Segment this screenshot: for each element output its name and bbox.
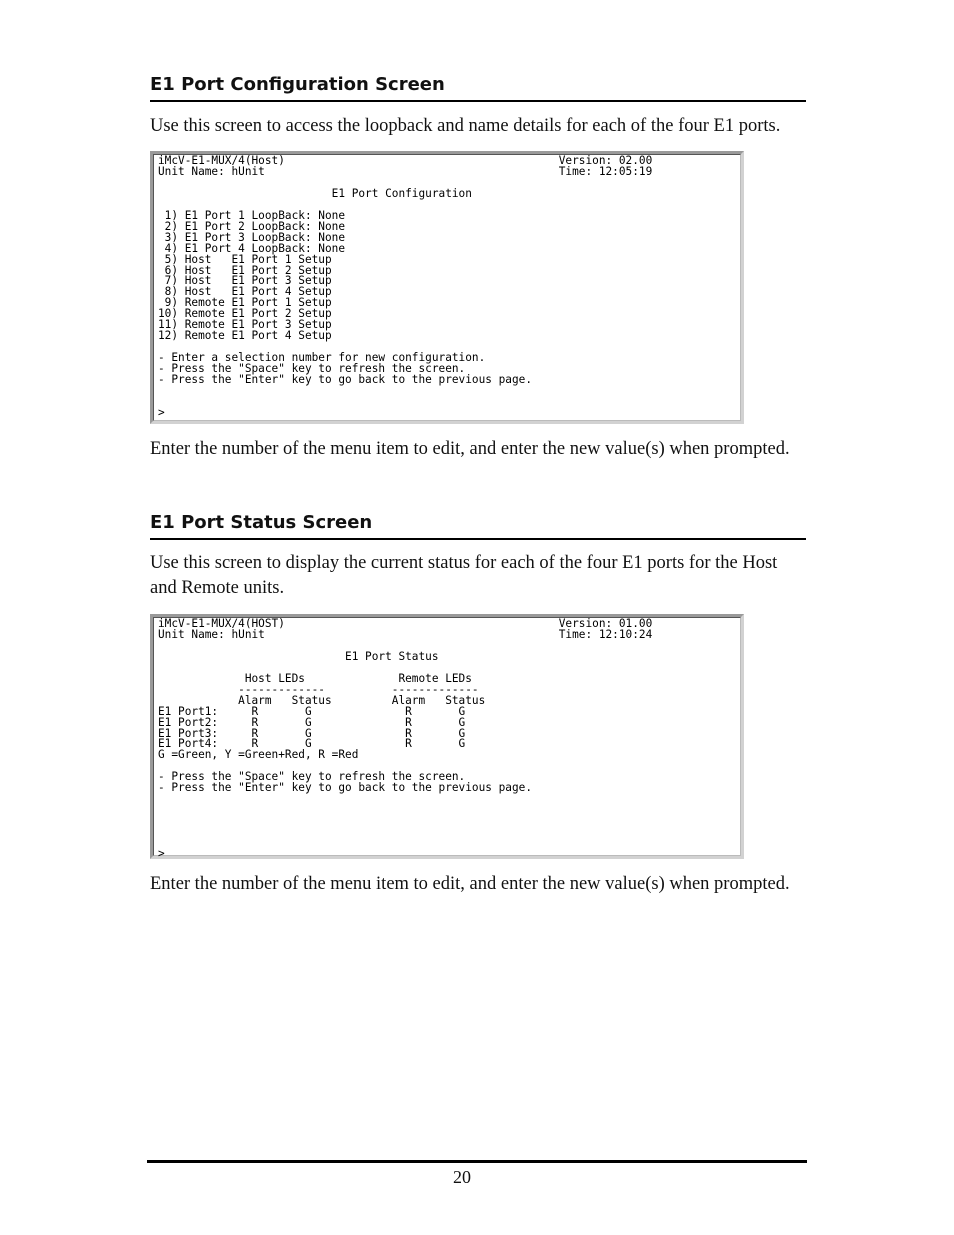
status-intro-paragraph: Use this screen to display the current status for each of the four E1 ports for the Host and Remote units. (150, 553, 778, 598)
config-note-paragraph: Enter the number of the menu item to edit, and enter the new value(s) when prompted. (150, 439, 790, 459)
config-intro-paragraph: Use this screen to access the loopback and name details for each of the four E1 ports. (150, 116, 781, 136)
section-heading-e1-port-status: E1 Port Status Screen (150, 512, 806, 540)
status-note-paragraph: Enter the number of the menu item to edit, and enter the new value(s) when prompted. (150, 874, 790, 894)
status-terminal-screenshot (150, 614, 744, 859)
status-terminal-text: iMcV-E1-MUX/4(HOST) Version: 01.00 Unit Name: hUnit Time: 12:10:24 E1 Port Status Host LEDs Remote LEDs ------------- ------------- Alarm Status Alarm Status E1 Port1: R G R G E1 Port2: R G R G E1 Port3: R G R G E1 Port4: R G R G G =Green, Y =Green+Red, R =Red - Press the "Space" key to refresh the screen. - Press the "Enter" key to go back to the previous page. > (158, 617, 653, 861)
config-terminal-screenshot (150, 151, 744, 424)
page-number: 20 (453, 1167, 471, 1187)
config-terminal-text: iMcV-E1-MUX/4(Host) Version: 02.00 Unit Name: hUnit Time: 12:05:19 E1 Port Configuration 1) E1 Port 1 LoopBack: None 2) E1 Port 2 LoopBack: None 3) E1 Port 3 LoopBack: None 4) E1 Port 4 LoopBack: None 5) Host E1 Port 1 Setup 6) Host E1 Port 2 Setup 7) Host E1 Port 3 Setup 8) Host E1 Port 4 Setup 9) Remote E1 Port 1 Setup 10) Remote E1 Port 2 Setup 11) Remote E1 Port 3 Setup 12) Remote E1 Port 4 Setup - Enter a selection number for new configuration. - Press the "Space" key to refresh the screen. - Press the "Enter" key to go back to the previous page. > (158, 154, 653, 419)
footer-rule (147, 1160, 807, 1163)
section-heading-e1-port-configuration: E1 Port Configuration Screen (150, 74, 806, 102)
